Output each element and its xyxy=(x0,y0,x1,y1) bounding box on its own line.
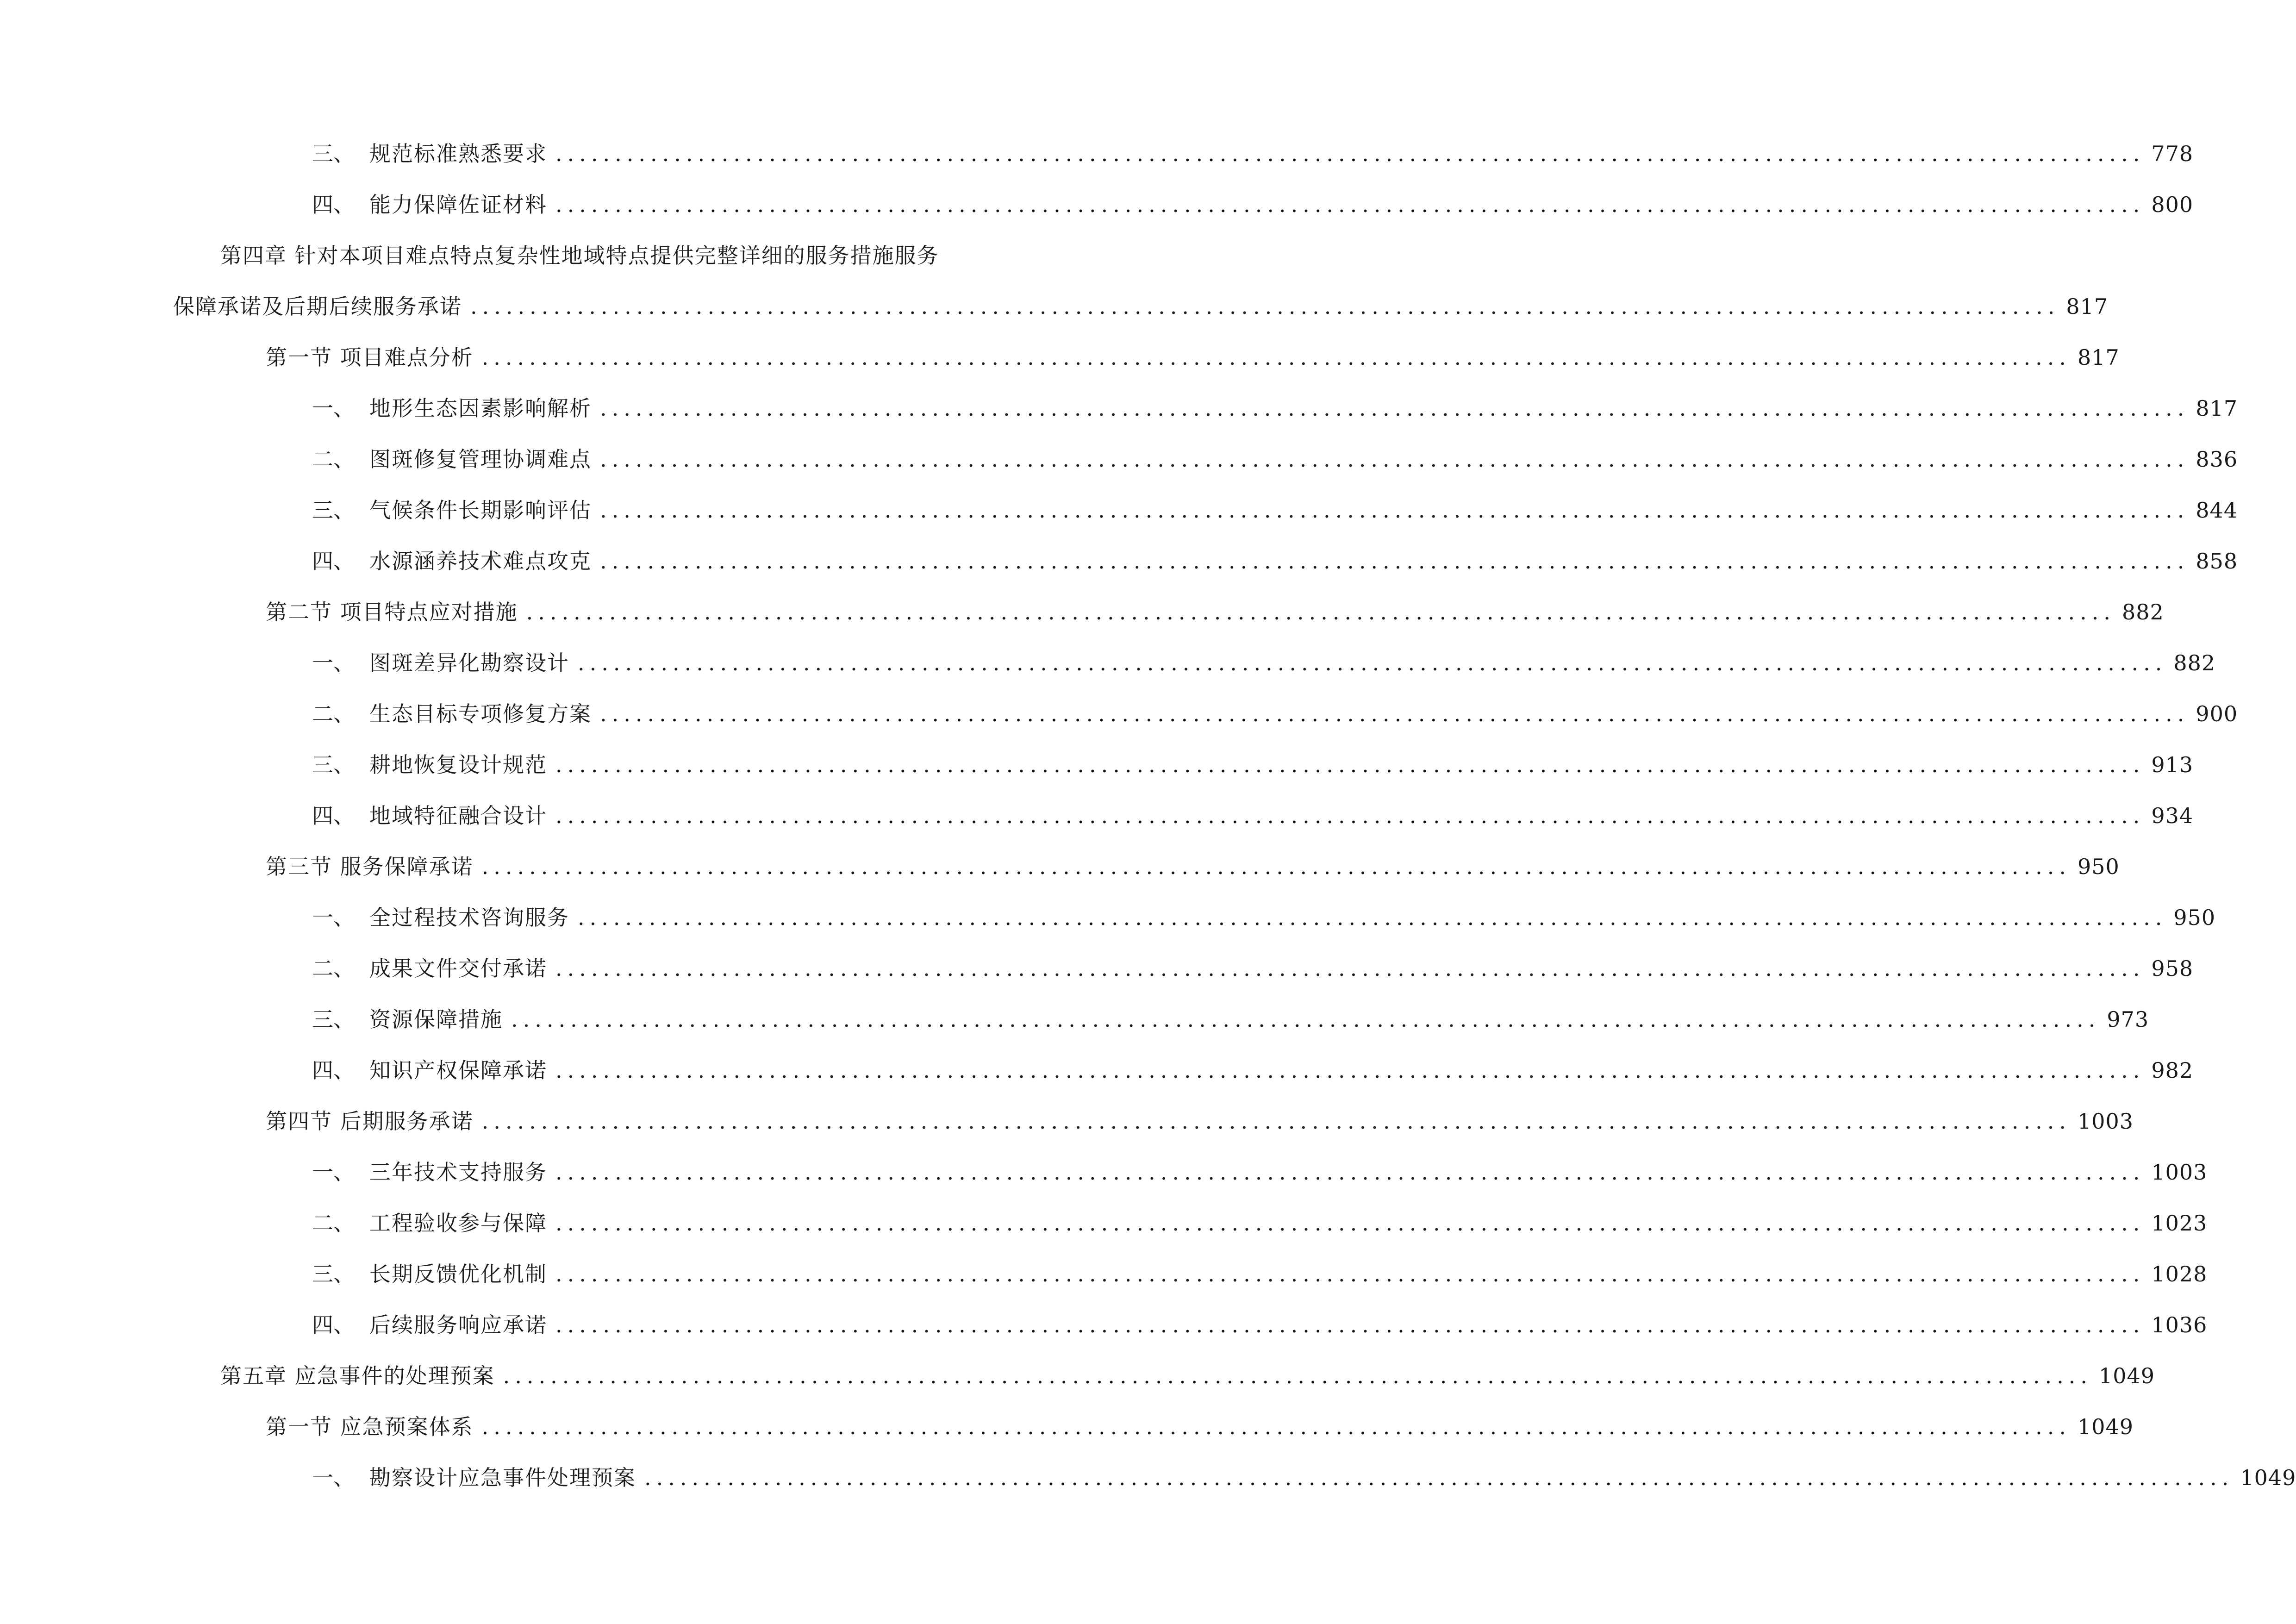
toc-entry-label: 知识产权保障承诺 xyxy=(369,1058,547,1083)
toc-entry-number: 一、 xyxy=(312,1160,355,1185)
toc-entry-page: 1003 xyxy=(2077,1109,2134,1134)
dot-leader: ...................................................................................................................................... xyxy=(555,803,2145,828)
toc-section-entry[interactable] xyxy=(266,1408,2134,1445)
toc-section-entry[interactable] xyxy=(266,848,2120,885)
toc-entry-number: 三、 xyxy=(312,1007,355,1032)
toc-entry-label: 勘察设计应急事件处理预案 xyxy=(369,1465,636,1490)
toc-entry[interactable] xyxy=(312,746,2194,783)
dot-leader: ...................................................................................................................................... xyxy=(555,1211,2145,1236)
toc-entry-number: 三、 xyxy=(312,1262,355,1287)
toc-entry-number: 二、 xyxy=(312,1211,355,1236)
toc-entry[interactable] xyxy=(312,135,2194,172)
toc-entry[interactable] xyxy=(312,950,2194,987)
toc-entry[interactable] xyxy=(312,441,2238,478)
toc-entry-label: 气候条件长期影响评估 xyxy=(369,498,592,523)
dot-leader: ...................................................................................................................................... xyxy=(600,498,2190,523)
dot-leader: ...................................................................................................................................... xyxy=(555,956,2145,981)
toc-entry-label: 全过程技术咨询服务 xyxy=(369,905,569,930)
toc-entry-page: 1003 xyxy=(2151,1160,2208,1185)
toc-entry-label: 成果文件交付承诺 xyxy=(369,956,547,981)
toc-entry-label: 规范标准熟悉要求 xyxy=(369,141,547,166)
toc-entry-label: 地形生态因素影响解析 xyxy=(369,396,592,421)
toc-entry-page: 1023 xyxy=(2151,1211,2208,1236)
toc-entry-page: 844 xyxy=(2196,498,2238,523)
toc-entry[interactable] xyxy=(312,1205,2208,1242)
dot-leader: ...................................................................................................................................... xyxy=(555,1058,2145,1083)
dot-leader: ...................................................................................................................................... xyxy=(555,1160,2145,1185)
toc-entry-number: 一、 xyxy=(312,396,355,421)
toc-chapter-entry[interactable] xyxy=(220,1357,2155,1394)
dot-leader: ...................................................................................................................................... xyxy=(555,752,2145,777)
toc-entry[interactable] xyxy=(312,1154,2208,1191)
toc-entry-label: 第四节 后期服务承诺 xyxy=(266,1109,474,1134)
toc-entry-page: 982 xyxy=(2151,1058,2194,1083)
toc-entry-page: 950 xyxy=(2173,905,2216,930)
toc-entry-page: 882 xyxy=(2173,650,2216,675)
toc-entry[interactable] xyxy=(312,797,2194,834)
toc-entry-label: 地域特征融合设计 xyxy=(369,803,547,828)
toc-chapter-entry[interactable] xyxy=(173,288,2109,325)
toc-entry[interactable] xyxy=(312,390,2238,427)
toc-entry-number: 三、 xyxy=(312,752,355,777)
dot-leader: ...................................................................................................................................... xyxy=(481,854,2071,879)
toc-entry-label: 资源保障措施 xyxy=(369,1007,503,1032)
toc-entry-page: 1049 xyxy=(2098,1363,2155,1388)
toc-entry[interactable] xyxy=(312,492,2238,529)
toc-entry-page: 913 xyxy=(2151,752,2194,777)
toc-entry-label: 第一节 应急预案体系 xyxy=(266,1414,474,1439)
toc-entry-page: 836 xyxy=(2196,447,2238,472)
dot-leader: ...................................................................................................................................... xyxy=(555,1312,2145,1337)
toc-entry-number: 四、 xyxy=(312,803,355,828)
toc-entry-page: 778 xyxy=(2151,141,2194,166)
toc-entry-label: 第一节 项目难点分析 xyxy=(266,345,474,370)
dot-leader: ...................................................................................................................................... xyxy=(481,1109,2071,1134)
toc-entry-number: 四、 xyxy=(312,192,355,217)
dot-leader: ...................................................................................................................................... xyxy=(526,600,2115,625)
toc-entry[interactable] xyxy=(312,543,2238,580)
toc-entry-page: 1049 xyxy=(2240,1465,2296,1490)
toc-entry-number: 一、 xyxy=(312,905,355,930)
toc-entry-page: 882 xyxy=(2121,600,2164,625)
toc-entry-number: 二、 xyxy=(312,956,355,981)
toc-entry[interactable] xyxy=(312,1052,2194,1089)
dot-leader: ...................................................................................................................................... xyxy=(600,701,2190,726)
dot-leader: ...................................................................................................................................... xyxy=(481,1414,2071,1439)
toc-entry-label: 水源涵养技术难点攻克 xyxy=(369,549,592,574)
toc-entry-label: 三年技术支持服务 xyxy=(369,1160,547,1185)
toc-entry-label: 耕地恢复设计规范 xyxy=(369,752,547,777)
toc-entry[interactable] xyxy=(312,695,2238,732)
toc-entry-label: 生态目标专项修复方案 xyxy=(369,701,592,726)
toc-entry-number: 三、 xyxy=(312,141,355,166)
toc-entry-label: 图斑差异化勘察设计 xyxy=(369,650,569,675)
dot-leader: ...................................................................................................................................... xyxy=(470,294,2060,319)
toc-entry[interactable] xyxy=(312,899,2216,936)
toc-entry[interactable] xyxy=(312,1459,2296,1496)
toc-entry-page: 973 xyxy=(2107,1007,2149,1032)
dot-leader: ...................................................................................................................................... xyxy=(600,447,2190,472)
dot-leader: ...................................................................................................................................... xyxy=(555,192,2145,217)
dot-leader: ...................................................................................................................................... xyxy=(600,396,2190,421)
toc-entry-page: 817 xyxy=(2077,345,2120,370)
toc-entry-number: 三、 xyxy=(312,498,355,523)
dot-leader: ...................................................................................................................................... xyxy=(555,141,2145,166)
toc-entry-number: 一、 xyxy=(312,1465,355,1490)
toc-entry-number: 一、 xyxy=(312,650,355,675)
toc-entry-page: 934 xyxy=(2151,803,2194,828)
toc-entry-label: 能力保障佐证材料 xyxy=(369,192,547,217)
dot-leader: ...................................................................................................................................... xyxy=(600,549,2190,574)
toc-entry-label: 长期反馈优化机制 xyxy=(369,1262,547,1287)
toc-entry-label: 第五章 应急事件的处理预案 xyxy=(220,1363,495,1388)
toc-entry-page: 1049 xyxy=(2077,1414,2134,1439)
toc-entry-page: 900 xyxy=(2196,701,2238,726)
toc-entry-number: 二、 xyxy=(312,701,355,726)
toc-section-entry[interactable] xyxy=(266,339,2120,376)
toc-entry-page: 950 xyxy=(2077,854,2120,879)
dot-leader: ...................................................................................................................................... xyxy=(578,650,2167,675)
dot-leader: ...................................................................................................................................... xyxy=(555,1262,2145,1287)
toc-entry-page: 800 xyxy=(2151,192,2194,217)
dot-leader: ...................................................................................................................................... xyxy=(644,1465,2234,1490)
toc-entry-page: 817 xyxy=(2196,396,2238,421)
toc-entry[interactable] xyxy=(312,1306,2208,1343)
toc-entry[interactable] xyxy=(312,644,2216,681)
toc-entry-label: 保障承诺及后期后续服务承诺 xyxy=(173,294,462,319)
toc-entry-page: 858 xyxy=(2196,549,2238,574)
toc-entry-page: 1028 xyxy=(2151,1262,2208,1287)
toc-entry-number: 四、 xyxy=(312,1312,355,1337)
toc-entry-label: 后续服务响应承诺 xyxy=(369,1312,547,1337)
toc-entry[interactable] xyxy=(312,186,2194,223)
toc-entry-label: 工程验收参与保障 xyxy=(369,1211,547,1236)
toc-entry[interactable] xyxy=(312,1001,2149,1038)
toc-entry-number: 四、 xyxy=(312,549,355,574)
toc-entry-number: 四、 xyxy=(312,1058,355,1083)
toc-entry-page: 958 xyxy=(2151,956,2194,981)
dot-leader: ...................................................................................................................................... xyxy=(578,905,2167,930)
dot-leader: ...................................................................................................................................... xyxy=(481,345,2071,370)
dot-leader: ...................................................................................................................................... xyxy=(503,1363,2092,1388)
toc-section-entry[interactable] xyxy=(266,593,2164,631)
dot-leader: ...................................................................................................................................... xyxy=(511,1007,2101,1032)
toc-entry-label: 第二节 项目特点应对措施 xyxy=(266,600,518,625)
toc-entry-page: 1036 xyxy=(2151,1312,2208,1337)
toc-chapter-heading[interactable]: 第四章 针对本项目难点特点复杂性地域特点提供完整详细的服务措施服务 xyxy=(220,243,939,268)
toc-entry-label: 图斑修复管理协调难点 xyxy=(369,447,592,472)
toc-entry-page: 817 xyxy=(2066,294,2109,319)
toc-entry-label: 第三节 服务保障承诺 xyxy=(266,854,474,879)
toc-section-entry[interactable] xyxy=(266,1103,2134,1140)
toc-entry[interactable] xyxy=(312,1255,2208,1293)
toc-entry-number: 二、 xyxy=(312,447,355,472)
